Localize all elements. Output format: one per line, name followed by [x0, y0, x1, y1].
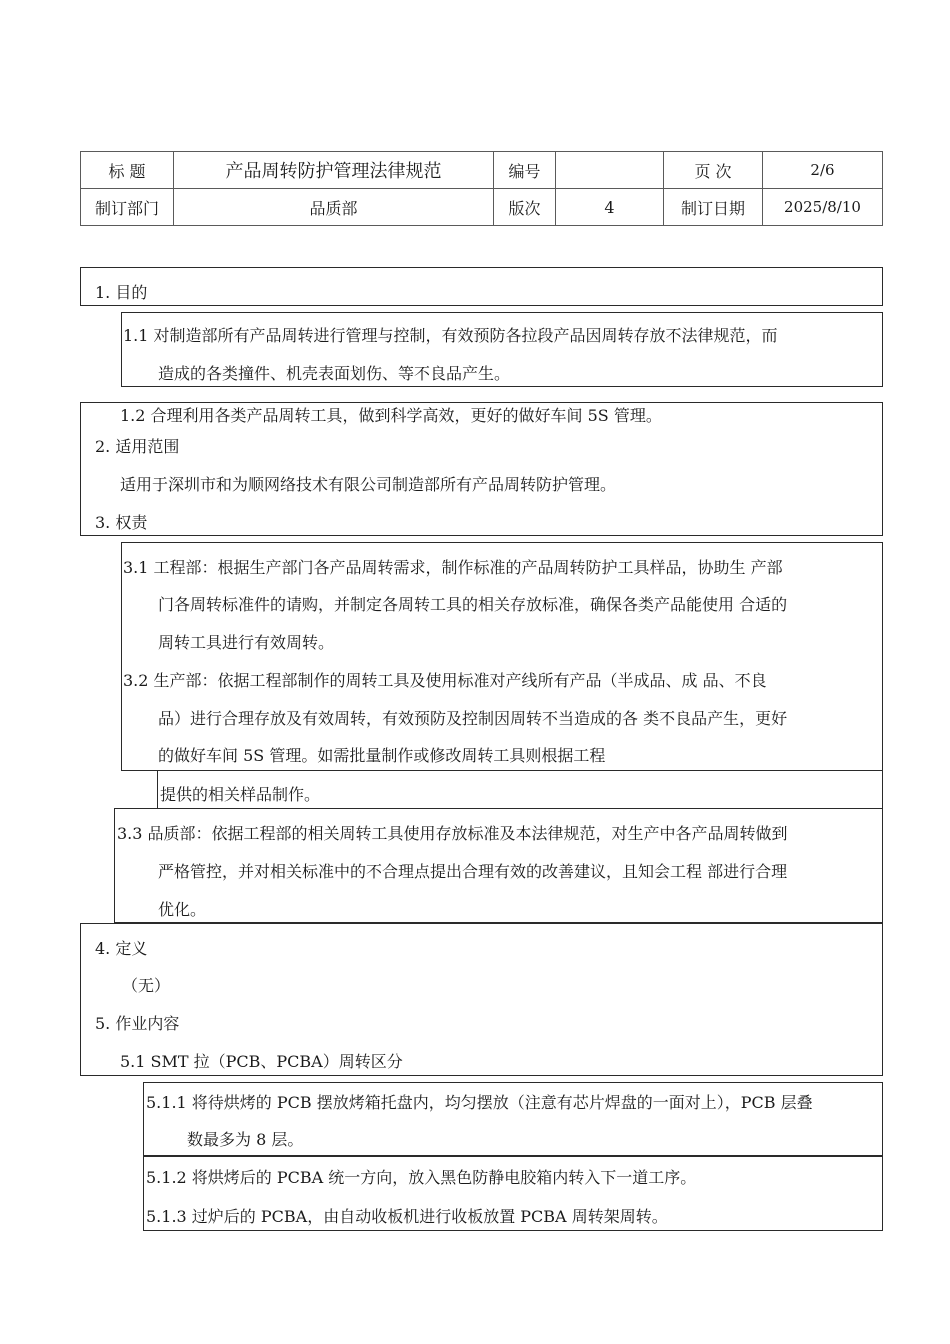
- dept-value: 品质部: [174, 189, 494, 226]
- dept-label: 制订部门: [81, 189, 174, 226]
- page-label: 页 次: [664, 152, 763, 189]
- date-value: 2025/8/10: [763, 189, 883, 226]
- header-row-2: [81, 189, 883, 226]
- section-5-1-3: 5.1.3 过炉后的 PCBA，由自动收板机进行收板放置 PCBA 周转架周转。: [146, 1207, 668, 1226]
- section-5-title: 5. 作业内容: [95, 1014, 180, 1033]
- number-label: 编号: [494, 152, 556, 189]
- section-3-2-line-2: 品）进行合理存放及有效周转，有效预防及控制因周转不当造成的各 类不良品产生，更好: [158, 709, 788, 728]
- date-label: 制订日期: [664, 189, 763, 226]
- section-1-title: 1. 目的: [95, 283, 148, 302]
- section-1-1-line-1: 1.1 对制造部所有产品周转进行管理与控制，有效预防各拉段产品因周转存放不法律规范，而: [123, 326, 778, 345]
- title-label: 标 题: [81, 152, 174, 189]
- section-5-1-2: 5.1.2 将烘烤后的 PCBA 统一方向，放入黑色防静电胶箱内转入下一道工序。: [146, 1168, 697, 1187]
- section-3-2-line-3: 的做好车间 5S 管理。如需批量制作或修改周转工具则根据工程: [158, 746, 606, 765]
- header-table: [80, 151, 883, 226]
- section-3-title: 3. 权责: [95, 513, 148, 532]
- frame-purpose-title: [80, 267, 883, 306]
- section-2-text: 适用于深圳市和为顺网络技术有限公司制造部所有产品周转防护管理。: [120, 475, 617, 494]
- section-3-1-line-1: 3.1 工程部：根据生产部门各产品周转需求，制作标准的产品周转防护工具样品，协助生 产部: [123, 558, 783, 577]
- section-3-2-line-1: 3.2 生产部：依据工程部制作的周转工具及使用标准对产线所有产品（半成品、成 品、不良: [123, 671, 767, 690]
- section-3-3-line-2: 严格管控，并对相关标准中的不合理点提出合理有效的改善建议，且知会工程 部进行合理: [158, 862, 788, 881]
- section-3-3-line-3: 优化。: [158, 900, 207, 919]
- section-1-1-line-2: 造成的各类撞件、机壳表面划伤、等不良品产生。: [158, 364, 511, 383]
- number-value: [556, 152, 664, 189]
- section-5-1-1-line-1: 5.1.1 将待烘烤的 PCB 摆放烤箱托盘内，均匀摆放（注意有芯片焊盘的一面对上），PCB 层叠: [146, 1093, 813, 1112]
- title-value: 产品周转防护管理法律规范: [174, 152, 494, 189]
- section-2-title: 2. 适用范围: [95, 437, 180, 456]
- header-row-1: [81, 152, 883, 189]
- section-3-2-line-4: 提供的相关样品制作。: [160, 785, 321, 804]
- version-value: 4: [556, 189, 664, 226]
- section-3-1-line-2: 门各周转标准件的请购，并制定各周转工具的相关存放标准，确保各类产品能使用 合适的: [158, 595, 788, 614]
- section-5-1-1-line-2: 数最多为 8 层。: [187, 1130, 304, 1149]
- section-4-text: （无）: [122, 976, 171, 995]
- section-4-title: 4. 定义: [95, 939, 148, 958]
- page-value: 2/6: [763, 152, 883, 189]
- section-3-1-line-3: 周转工具进行有效周转。: [158, 633, 335, 652]
- section-3-3-line-1: 3.3 品质部：依据工程部的相关周转工具使用存放标准及本法律规范，对生产中各产品周转做到: [117, 824, 788, 843]
- section-1-2: 1.2 合理利用各类产品周转工具，做到科学高效，更好的做好车间 5S 管理。: [120, 406, 662, 425]
- version-label: 版次: [494, 189, 556, 226]
- section-5-1: 5.1 SMT 拉（PCB、PCBA）周转区分: [120, 1052, 403, 1071]
